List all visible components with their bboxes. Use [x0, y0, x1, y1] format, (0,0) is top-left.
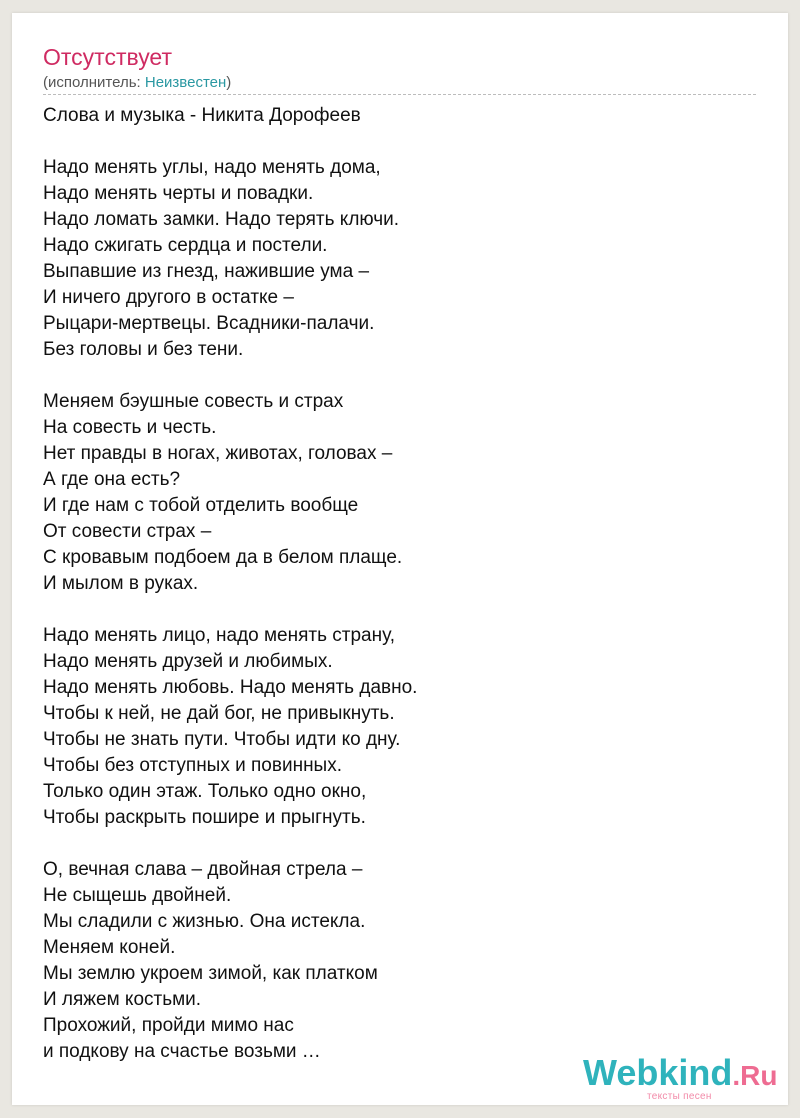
- lyric-line: На совесть и честь.: [43, 417, 217, 438]
- lyric-line: От совести страх –: [43, 521, 212, 542]
- lyric-line: Меняем коней.: [43, 937, 176, 958]
- stanza-gap: [43, 597, 763, 623]
- artist-prefix: (исполнитель:: [43, 74, 145, 91]
- lyric-line: Надо менять углы, надо менять дома,: [43, 157, 381, 178]
- lyric-line: Мы землю укроем зимой, как платком: [43, 963, 378, 984]
- title-divider: [43, 94, 756, 95]
- stanza-gap: [43, 831, 763, 857]
- lyrics-text: [43, 103, 763, 1065]
- artist-link[interactable]: Неизвестен: [144, 74, 227, 91]
- lyric-line: Надо менять черты и повадки.: [43, 183, 314, 204]
- lyric-line: И ляжем костьми.: [43, 989, 202, 1010]
- stanza-gap: [43, 129, 763, 155]
- lyric-line: О, вечная слава – двойная стрела –: [43, 859, 363, 880]
- logo-tagline: тексты песен: [647, 1091, 712, 1102]
- lyric-line: Не сыщешь двойней.: [43, 885, 232, 906]
- lyric-line: Надо менять друзей и любимых.: [43, 651, 333, 672]
- lyric-line: и подкову на счастье возьми …: [43, 1041, 321, 1062]
- lyric-line: Чтобы без отступных и повинных.: [43, 755, 342, 776]
- lyric-line: Надо менять любовь. Надо менять давно.: [43, 677, 418, 698]
- lyrics-page: [12, 13, 788, 1105]
- artist-suffix: ): [226, 74, 232, 91]
- logo-wordmark: [583, 1053, 777, 1096]
- lyric-line: Надо ломать замки. Надо терять ключи.: [43, 209, 400, 230]
- webkind-logo[interactable]: [583, 1053, 783, 1101]
- lyric-line: Выпавшие из гнезд, нажившие ума –: [43, 261, 370, 282]
- stanza-gap: [43, 363, 763, 389]
- lyric-line: Меняем бэушные совесть и страх: [43, 391, 344, 412]
- lyric-line: Только один этаж. Только одно окно,: [43, 781, 367, 802]
- lyric-line: Чтобы не знать пути. Чтобы идти ко дну.: [43, 729, 401, 750]
- lyric-line: Нет правды в ногах, животах, головах –: [43, 443, 393, 464]
- logo-tld: .Ru: [732, 1060, 778, 1091]
- lyric-line: С кровавым подбоем да в белом плаще.: [43, 547, 403, 568]
- song-title: Отсутствует: [43, 44, 172, 70]
- artist-line: [43, 73, 231, 93]
- lyric-line: Чтобы раскрыть пошире и прыгнуть.: [43, 807, 366, 828]
- lyric-line: Слова и музыка - Никита Дорофеев: [43, 105, 361, 126]
- lyric-line: Рыцари-мертвецы. Всадники-палачи.: [43, 313, 375, 334]
- logo-name: Webkind: [583, 1052, 733, 1093]
- lyric-line: Надо сжигать сердца и постели.: [43, 235, 328, 256]
- lyric-line: А где она есть?: [43, 469, 181, 490]
- lyric-line: Мы сладили с жизнью. Она истекла.: [43, 911, 366, 932]
- lyric-line: Без головы и без тени.: [43, 339, 244, 360]
- lyric-line: И где нам с тобой отделить вообще: [43, 495, 359, 516]
- lyric-line: Надо менять лицо, надо менять страну,: [43, 625, 395, 646]
- lyric-line: И ничего другого в остатке –: [43, 287, 294, 308]
- lyric-line: Чтобы к ней, не дай бог, не привыкнуть.: [43, 703, 395, 724]
- lyric-line: И мылом в руках.: [43, 573, 199, 594]
- lyric-line: Прохожий, пройди мимо нас: [43, 1015, 294, 1036]
